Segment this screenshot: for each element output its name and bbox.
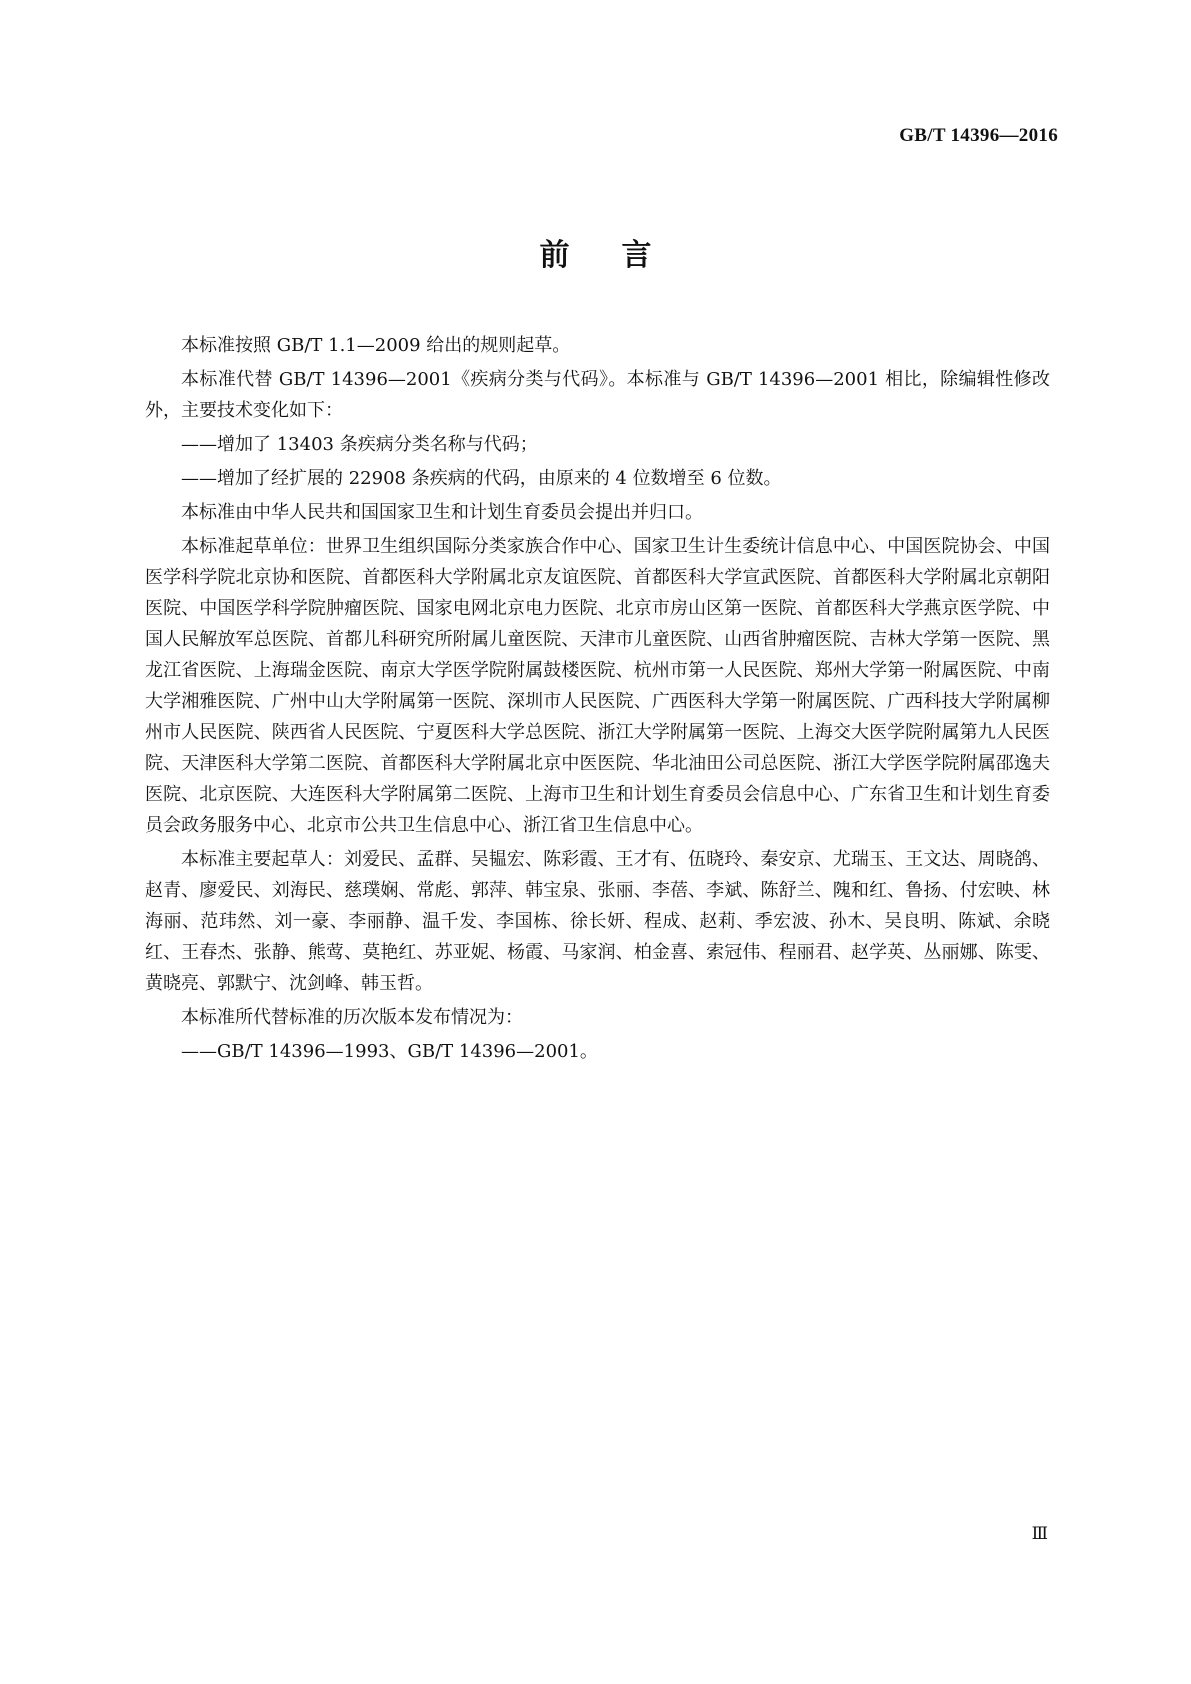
list-item: ——增加了经扩展的 22908 条疾病的代码，由原来的 4 位数增至 6 位数。 <box>181 468 782 489</box>
page-title: 前言 <box>539 238 704 273</box>
paragraph-drafting-rules: 本标准按照 GB/T 1.1—2009 给出的规则起草。 <box>181 335 571 356</box>
list-item: ——GB/T 14396—1993、GB/T 14396—2001。 <box>181 1041 598 1062</box>
paragraph-drafters: 本标准主要起草人：刘爱民、孟群、吴韫宏、陈彩霞、王才有、伍晓玲、秦安京、尤瑞玉、王文达、周晓鸽、赵青、廖爱民、刘海民、慈璞娴、常彪、郭萍、韩宝泉、张丽、李蓓、李斌、陈舒兰、隗和红、鲁扬、付宏映、林海丽、范玮然、刘一豪、李丽静、温千发、李国栋、徐长妍、程成、赵莉、季宏波、孙木、吴良明、陈斌、余晓红、王春杰、张静、熊莺、莫艳红、苏亚妮、杨霞、马家润、柏金喜、索冠伟、程丽君、赵学英、丛丽娜、陈雯、黄晓亮、郭默宁、沈剑峰、韩玉哲。 <box>145 849 1050 994</box>
document-body <box>145 330 1050 1070</box>
paragraph-proposer: 本标准由中华人民共和国国家卫生和计划生育委员会提出并归口。 <box>181 502 703 523</box>
page-number: Ⅲ <box>1031 1524 1048 1543</box>
paragraph-history: 本标准所代替标准的历次版本发布情况为： <box>181 1007 523 1028</box>
standard-code: GB/T 14396—2016 <box>899 125 1058 146</box>
paragraph-drafting-units: 本标准起草单位：世界卫生组织国际分类家族合作中心、国家卫生计生委统计信息中心、中国医院协会、中国医学科学院北京协和医院、首都医科大学附属北京友谊医院、首都医科大学宣武医院、首都医科大学附属北京朝阳医院、中国医学科学院肿瘤医院、国家电网北京电力医院、北京市房山区第一医院、首都医科大学燕京医学院、中国人民解放军总医院、首都儿科研究所附属儿童医院、天津市儿童医院、山西省肿瘤医院、吉林大学第一医院、黑龙江省医院、上海瑞金医院、南京大学医学院附属鼓楼医院、杭州市第一人民医院、郑州大学第一附属医院、中南大学湘雅医院、广州中山大学附属第一医院、深圳市人民医院、广西医科大学第一附属医院、广西科技大学附属柳州市人民医院、陕西省人民医院、宁夏医科大学总医院、浙江大学附属第一医院、上海交大医学院附属第九人民医院、天津医科大学第二医院、首都医科大学附属北京中医医院、华北油田公司总医院、浙江大学医学院附属邵逸夫医院、北京医院、大连医科大学附属第二医院、上海市卫生和计划生育委员会信息中心、广东省卫生和计划生育委员会政务服务中心、北京市公共卫生信息中心、浙江省卫生信息中心。 <box>145 536 1050 836</box>
paragraph-replacement: 本标准代替 GB/T 14396—2001《疾病分类与代码》。本标准与 GB/T 14396—2001 相比，除编辑性修改外，主要技术变化如下： <box>145 369 1050 421</box>
list-item: ——增加了 13403 条疾病分类名称与代码； <box>181 434 538 455</box>
